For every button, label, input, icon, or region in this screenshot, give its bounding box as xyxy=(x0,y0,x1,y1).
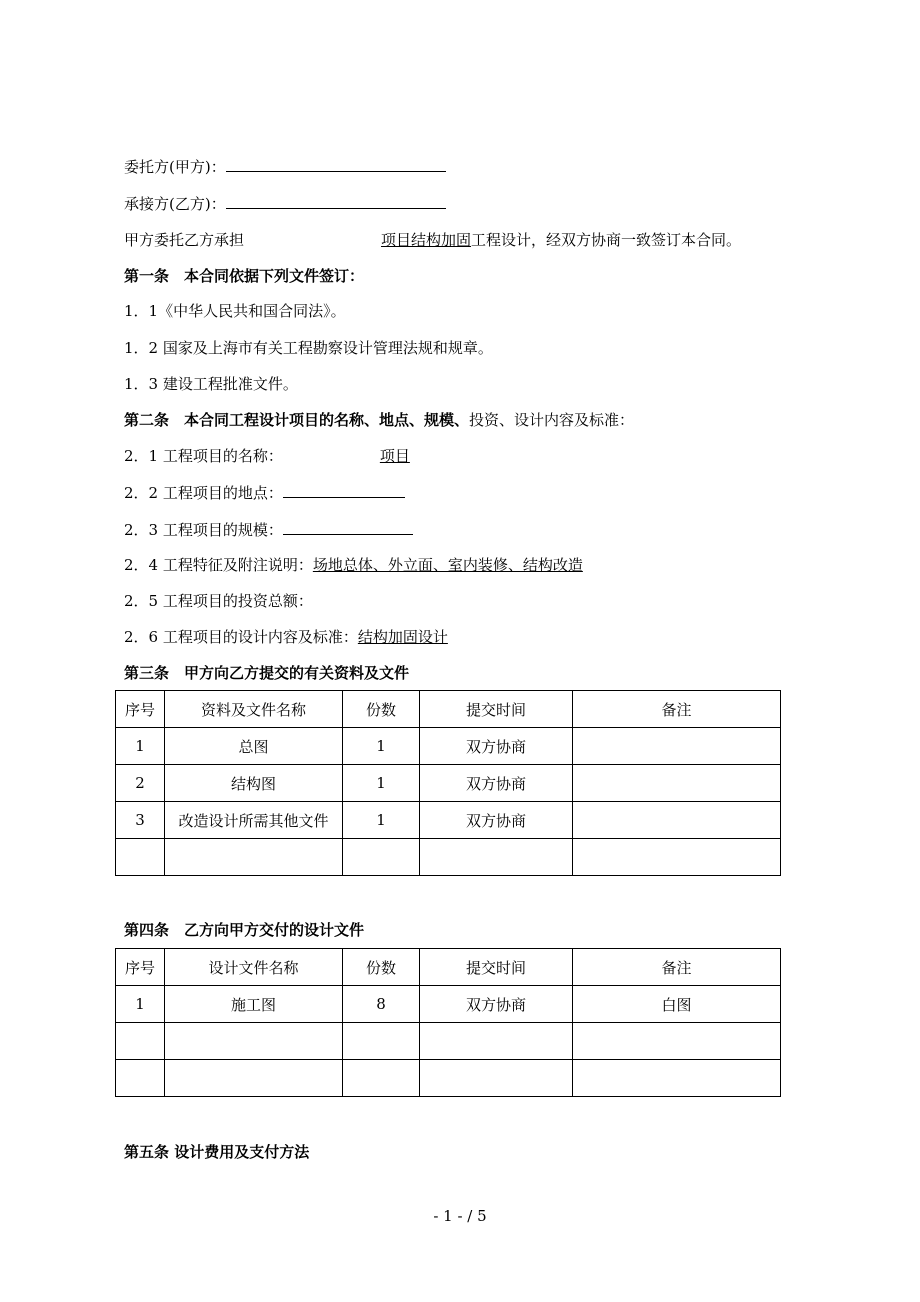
article1-item: 1．2 国家及上海市有关工程勘察设计管理法规和规章。 xyxy=(124,339,493,357)
contractor-label: 承接方(乙方)： xyxy=(124,195,226,213)
table-row: 1 施工图 8 双方协商 白图 xyxy=(116,986,781,1023)
article2-heading: 第二条 本合同工程设计项目的名称、地点、规模、投资、设计内容及标准： xyxy=(124,411,635,429)
header-cell: 份数 xyxy=(343,691,420,728)
header-cell: 资料及文件名称 xyxy=(165,691,343,728)
article1-item: 1．3 建设工程批准文件。 xyxy=(124,375,298,393)
project-investment-line: 2．5 工程项目的投资总额： xyxy=(124,592,313,610)
project-scale-line: 2．3 工程项目的规模： xyxy=(124,519,413,540)
header-cell: 序号 xyxy=(116,949,165,986)
project-name-line: 2．1 工程项目的名称： 项目 xyxy=(124,447,410,465)
header-cell: 序号 xyxy=(116,691,165,728)
header-cell: 设计文件名称 xyxy=(165,949,343,986)
table-row xyxy=(116,839,781,876)
client-line xyxy=(124,156,446,177)
project-features-value: 场地总体、外立面、室内装修、结构改造 xyxy=(312,556,583,574)
table-row: 1 总图 1 双方协商 xyxy=(116,728,781,765)
contractor-blank xyxy=(226,193,446,209)
table-row: 3 改造设计所需其他文件 1 双方协商 xyxy=(116,802,781,839)
contractor-line xyxy=(124,193,446,214)
client-label: 委托方(甲方)： xyxy=(124,158,226,176)
article3-heading: 第三条 甲方向乙方提交的有关资料及文件 xyxy=(124,664,410,682)
table-row: 2 结构图 1 双方协商 xyxy=(116,765,781,802)
header-cell: 备注 xyxy=(573,949,781,986)
header-cell: 提交时间 xyxy=(420,949,573,986)
client-blank xyxy=(226,156,446,172)
project-location-line: 2．2 工程项目的地点： xyxy=(124,482,405,503)
commission-project: 项目结构加固 xyxy=(381,231,472,249)
article1-heading: 第一条 本合同依据下列文件签订： xyxy=(124,267,365,285)
project-content-value: 结构加固设计 xyxy=(357,628,448,646)
header-cell: 提交时间 xyxy=(420,691,573,728)
commission-suffix: 工程设计，经双方协商一致签订本合同。 xyxy=(471,231,742,249)
table-row xyxy=(116,1023,781,1060)
project-features-line: 2．4 工程特征及附注说明：场地总体、外立面、室内装修、结构改造 xyxy=(124,556,583,574)
article4-heading: 第四条 乙方向甲方交付的设计文件 xyxy=(124,921,365,939)
project-content-line: 2．6 工程项目的设计内容及标准：结构加固设计 xyxy=(124,628,448,646)
header-cell: 份数 xyxy=(343,949,420,986)
table-header-row xyxy=(116,949,781,986)
table-header-row xyxy=(116,691,781,728)
header-cell: 备注 xyxy=(573,691,781,728)
commission-line xyxy=(124,230,741,250)
article3-table xyxy=(115,690,781,876)
project-name-value: 项目 xyxy=(379,447,410,465)
article5-heading: 第五条 设计费用及支付方法 xyxy=(124,1143,310,1161)
article1-item: 1．1《中华人民共和国合同法》。 xyxy=(124,302,346,320)
page-number: - 1 - / 5 xyxy=(433,1207,487,1225)
article4-table xyxy=(115,948,781,1097)
table-row xyxy=(116,1060,781,1097)
commission-prefix: 甲方委托乙方承担 xyxy=(124,231,245,249)
